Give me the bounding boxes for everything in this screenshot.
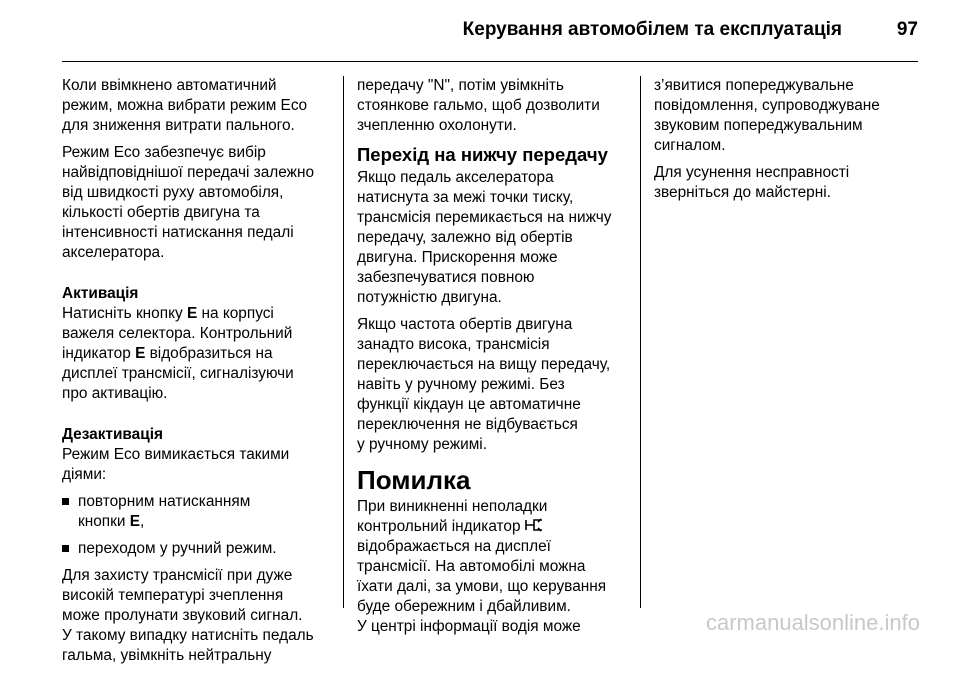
transmission-fault-icon: [525, 518, 543, 532]
deactivation-heading: Дезактивація: [62, 426, 163, 443]
list-item: повторним натисканням кнопки E,: [62, 492, 332, 532]
column-2: [357, 76, 629, 644]
activation-paragraph: Натисніть кнопку E на корпусі важеля селектора. Контрольний індикатор E відобразиться на дисплеї трансмісії, сигналізуючи про активацію.: [62, 305, 294, 402]
eco-key-label: E: [186, 305, 198, 322]
downshift-heading: Перехід на нижчу передачу: [357, 144, 608, 165]
service-paragraph: Для усунення несправності зверніться до майстерні.: [654, 164, 850, 201]
downshift-paragraph: Якщо педаль акселератора натиснута за межі точки тиску, трансмісія перемикається на нижчу передачу, залежно від обертів двигуна. Прискорення може забезпечуватися повною потужністю двигуна.: [357, 169, 612, 306]
header-title: Керування автомобілем та експлуатація: [462, 19, 842, 40]
list-item: переходом у ручний режим.: [62, 539, 332, 559]
column-divider-1: [343, 76, 344, 608]
page-number: 97: [896, 19, 918, 40]
intro-paragraph: Коли ввімкнено автоматичний режим, можна вибрати режим Eco для зниження витрати пального.: [62, 77, 308, 134]
bullet-square-icon: [62, 545, 69, 552]
column-3: [654, 76, 916, 210]
error-paragraph: При виникненні неполадки контрольний індикатор відображається на дисплеї трансмісії. На автомобілі можна їхати далі, за умови, що керування буде обережним і дбайливим. У центрі інформації водія може: [357, 498, 607, 635]
eco-description: Режим Eco забезпечує вибір найвідповіднішої передачі залежно від швидкості руху автомобіля, кількості обертів двигуна та інтенсивності натискання педалі акселератора.: [62, 144, 315, 261]
eco-indicator-label: E: [135, 345, 146, 362]
page-header: [0, 0, 960, 62]
column-divider-2: [640, 76, 641, 608]
upshift-paragraph: Якщо частота обертів двигуна занадто висока, трансмісія переключається на вищу передачу, навіть у ручному режимі. Без функції кікдаун це автоматичне переключення не відбувається у ручному режимі.: [357, 316, 611, 453]
error-heading: Помилка: [357, 465, 471, 495]
header-divider: [62, 61, 918, 62]
activation-heading: Активація: [62, 285, 139, 302]
protection-continued: передачу "N", потім увімкніть стоянкове гальмо, щоб дозволити зчепленню охолонути.: [357, 77, 600, 134]
warning-paragraph: з’явитися попереджувальне повідомлення, супроводжуване звуковим попереджувальним сигналом.: [654, 77, 880, 154]
watermark-text: carmanualsonline.info: [705, 610, 920, 635]
column-1: [62, 76, 332, 673]
protection-paragraph: Для захисту трансмісії при дуже високій температурі зчеплення може пролунати звуковий сигнал. У такому випадку натисніть педаль гальма, увімкніть нейтральну: [62, 567, 314, 664]
deactivation-paragraph: Режим Eco вимикається такими діями:: [62, 446, 290, 483]
bullet-square-icon: [62, 498, 69, 505]
